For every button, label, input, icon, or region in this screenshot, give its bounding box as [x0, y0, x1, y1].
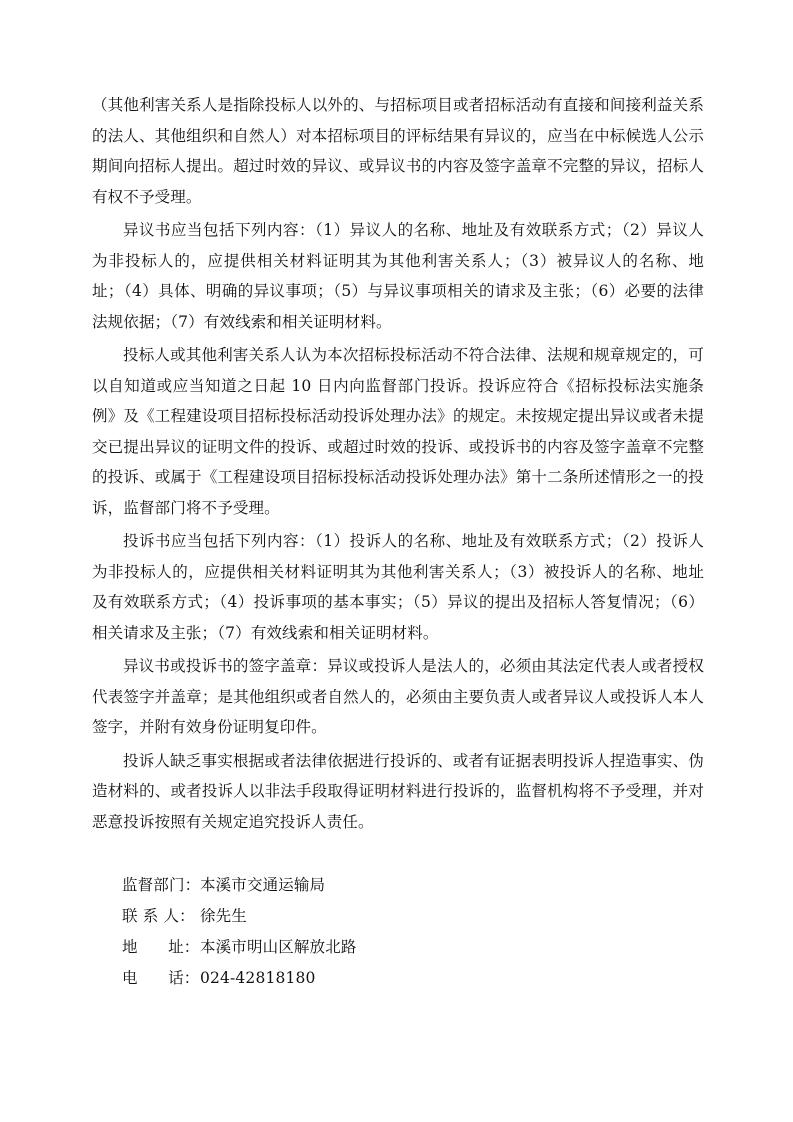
contact-info — [122, 870, 642, 994]
paragraph-objection-content: 异议书应当包括下列内容：（1）异议人的名称、地址及有效联系方式；（2）异议人为非投标人的，应提供相关材料证明其为其他利害关系人；（3）被异议人的名称、地址；（4）具体、明确的异议事项；（5）与异议事项相关的请求及主张；（6）必要的法律法规依据；（7）有效线索和相关证明材料。 — [92, 221, 704, 331]
body-text — [92, 90, 704, 840]
phone-value: 024-42818180 — [200, 969, 316, 987]
contact-row-supervisor — [122, 870, 642, 901]
contact-person-value: 徐先生 — [200, 907, 247, 925]
paragraph-signature-seal: 异议书或投诉书的签字盖章：异议或投诉人是法人的，必须由其法定代表人或者授权代表签字并盖章；是其他组织或者自然人的，必须由主要负责人或者异议人或投诉人本人签字，并附有效身份证明复印件。 — [92, 657, 704, 736]
address-label: 地 址： — [122, 938, 200, 956]
phone-label: 电 话： — [122, 969, 200, 987]
contact-person-label: 联 系 人： — [122, 907, 195, 925]
paragraph-malicious-complaint: 投诉人缺乏事实根据或者法律依据进行投诉的、或者有证据表明投诉人捏造事实、伪造材料的、或者投诉人以非法手段取得证明材料进行投诉的，监督机构将不予受理，并对恶意投诉按照有关规定追究投诉人责任。 — [92, 751, 704, 831]
contact-row-phone — [122, 963, 642, 994]
contact-row-person — [122, 901, 642, 932]
address-value: 本溪市明山区解放北路 — [200, 938, 357, 956]
paragraph-complaint-scope: 投标人或其他利害关系人认为本次招标投标活动不符合法律、法规和规章规定的，可以自知道或应当知道之日起 10 日内向监督部门投诉。投诉应符合《招标投标法实施条例》及《工程建设项目招标投标活动投诉处理办法》的规定。未按规定提出异议或者未提交已提出异议的证明文件的投诉、或超过时效的投诉、或投诉书的内容及签字盖章不完整的投诉、或属于《工程建设项目招标投标活动投诉处理办法》第十二条所述情形之一的投诉，监督部门将不予受理。 — [92, 346, 704, 517]
paragraph-objection-scope: （其他利害关系人是指除投标人以外的、与招标项目或者招标活动有直接和间接利益关系的法人、其他组织和自然人）对本招标项目的评标结果有异议的，应当在中标候选人公示期间向招标人提出。超过时效的异议、或异议书的内容及签字盖章不完整的异议，招标人有权不予受理。 — [92, 96, 704, 206]
supervisor-value: 本溪市交通运输局 — [200, 876, 326, 894]
paragraph-complaint-content: 投诉书应当包括下列内容：（1）投诉人的名称、地址及有效联系方式；（2）投诉人为非投标人的，应提供相关材料证明其为其他利害关系人；（3）被投诉人的名称、地址及有效联系方式；（4）投诉事项的基本事实；（5）异议的提出及招标人答复情况；（6）相关请求及主张；（7）有效线索和相关证明材料。 — [92, 532, 704, 642]
contact-row-address — [122, 932, 642, 963]
supervisor-label: 监督部门： — [122, 876, 201, 894]
